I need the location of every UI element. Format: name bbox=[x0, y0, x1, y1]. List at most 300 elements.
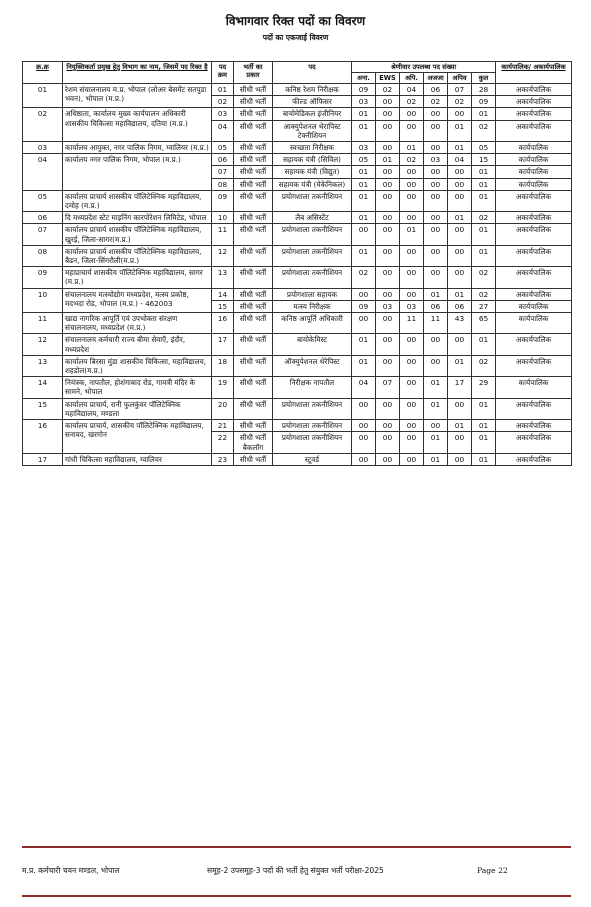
header-post: पद bbox=[273, 62, 352, 84]
row-post-number: 09 bbox=[212, 190, 234, 211]
header-recruitment-type: भर्ती का प्रकार bbox=[234, 62, 273, 84]
row-count-sc: 00 bbox=[400, 212, 424, 224]
row-count-ews: 00 bbox=[376, 267, 400, 288]
row-post-number: 15 bbox=[212, 300, 234, 312]
row-count-total: 02 bbox=[472, 120, 496, 141]
row-nature: अकार्यपालिक bbox=[496, 96, 572, 108]
row-post-name: प्रयोगशाला तकनीशियन bbox=[273, 420, 352, 432]
row-post-name: प्रयोगशाला तकनीशियन bbox=[273, 398, 352, 419]
row-count-st: 01 bbox=[424, 288, 448, 300]
row-post-name: स्वच्छता निरीक्षक bbox=[273, 142, 352, 154]
row-count-total: 01 bbox=[472, 166, 496, 178]
row-count-unreserved: 01 bbox=[352, 212, 376, 224]
row-nature: अकार्यपालिक bbox=[496, 190, 572, 211]
row-count-total: 02 bbox=[472, 355, 496, 376]
row-count-st: 01 bbox=[424, 398, 448, 419]
table-row bbox=[23, 245, 572, 266]
row-nature: अकार्यपालिक bbox=[496, 108, 572, 120]
header-cat-obc: अपिव bbox=[448, 73, 472, 84]
row-post-number: 08 bbox=[212, 178, 234, 190]
row-post-number: 02 bbox=[212, 96, 234, 108]
row-count-obc: 00 bbox=[448, 267, 472, 288]
page-subtitle: पदों का एकजाई विवरण bbox=[262, 33, 329, 42]
row-count-total: 27 bbox=[472, 300, 496, 312]
row-post-name: लैब असिस्टेंट bbox=[273, 212, 352, 224]
row-nature: अकार्यपालिक bbox=[496, 453, 572, 465]
row-count-sc: 00 bbox=[400, 432, 424, 453]
row-count-obc: 07 bbox=[448, 84, 472, 96]
row-count-st: 00 bbox=[424, 142, 448, 154]
row-count-sc: 02 bbox=[400, 154, 424, 166]
footer-exam-title: समूह-2 उपसमूह-3 पदों की भर्ती हेतु संयुक्त भर्ती परीक्षा-2025 bbox=[207, 866, 384, 875]
row-post-number: 23 bbox=[212, 453, 234, 465]
row-count-sc: 00 bbox=[400, 120, 424, 141]
row-count-total: 01 bbox=[472, 420, 496, 432]
row-count-st: 01 bbox=[424, 432, 448, 453]
row-count-sc: 00 bbox=[400, 190, 424, 211]
row-count-sc: 11 bbox=[400, 313, 424, 334]
row-count-sc: 01 bbox=[400, 224, 424, 245]
row-department: दि मध्यप्रदेश स्टेट माइनिंग कारपोरेशन लिमिटेड, भोपाल bbox=[63, 212, 212, 224]
row-recruitment-type: सीधी भर्ती bbox=[234, 334, 273, 355]
row-count-obc: 17 bbox=[448, 377, 472, 398]
table-row bbox=[23, 190, 572, 211]
row-count-sc: 00 bbox=[400, 453, 424, 465]
header-category-group: श्रेणीवार उपलब्ध पद संख्या bbox=[352, 62, 496, 73]
row-department: महाप्राचार्य शासकीय पॉलिटेक्निक महाविद्यालय, सागर (म.प्र.) bbox=[63, 267, 212, 288]
row-count-st: 00 bbox=[424, 178, 448, 190]
row-count-st: 00 bbox=[424, 108, 448, 120]
row-serial: 07 bbox=[23, 224, 63, 245]
row-count-ews: 00 bbox=[376, 108, 400, 120]
row-department: कार्यालय बिरसा मुंडा शासकीय चिकित्सा, महाविद्यालय, शहडोल(म.प्र.) bbox=[63, 355, 212, 376]
row-post-number: 16 bbox=[212, 313, 234, 334]
row-count-ews: 03 bbox=[376, 300, 400, 312]
row-count-st: 00 bbox=[424, 420, 448, 432]
row-post-name: स्टूवर्ड bbox=[273, 453, 352, 465]
row-department: नियंत्रक, नापतौल, होशंगाबाद रोड, गायत्री मंदिर के सामने, भोपाल bbox=[63, 377, 212, 398]
row-count-unreserved: 01 bbox=[352, 166, 376, 178]
row-count-obc: 00 bbox=[448, 398, 472, 419]
row-post-name: बायोकेमिस्ट bbox=[273, 334, 352, 355]
table-row bbox=[23, 453, 572, 465]
row-department: कार्यालय प्राचार्य शासकीय पॉलिटेक्निक महाविद्यालय, खुरई, जिला-सागर(म.प्र.) bbox=[63, 224, 212, 245]
row-count-total: 29 bbox=[472, 377, 496, 398]
row-count-unreserved: 01 bbox=[352, 108, 376, 120]
row-serial: 09 bbox=[23, 267, 63, 288]
row-count-st: 00 bbox=[424, 267, 448, 288]
row-count-st: 00 bbox=[424, 212, 448, 224]
row-nature: अकार्यपालिक bbox=[496, 420, 572, 432]
row-count-obc: 02 bbox=[448, 96, 472, 108]
row-count-obc: 01 bbox=[448, 212, 472, 224]
row-count-unreserved: 02 bbox=[352, 267, 376, 288]
row-count-ews: 00 bbox=[376, 432, 400, 453]
page-footer bbox=[22, 866, 571, 880]
row-count-total: 65 bbox=[472, 313, 496, 334]
row-count-unreserved: 05 bbox=[352, 154, 376, 166]
row-count-ews: 00 bbox=[376, 398, 400, 419]
row-post-name: प्रयोगशाला तकनीशियन bbox=[273, 432, 352, 453]
row-post-name: सहायक यंत्री (सिविल) bbox=[273, 154, 352, 166]
row-count-unreserved: 01 bbox=[352, 120, 376, 141]
row-count-obc: 00 bbox=[448, 453, 472, 465]
row-nature: अकार्यपालिक bbox=[496, 224, 572, 245]
row-count-ews: 02 bbox=[376, 84, 400, 96]
row-count-st: 01 bbox=[424, 377, 448, 398]
row-count-sc: 00 bbox=[400, 245, 424, 266]
row-count-unreserved: 01 bbox=[352, 334, 376, 355]
row-nature: अकार्यपालिक bbox=[496, 355, 572, 376]
row-count-total: 01 bbox=[472, 334, 496, 355]
row-count-unreserved: 00 bbox=[352, 453, 376, 465]
row-count-ews: 01 bbox=[376, 154, 400, 166]
row-count-st: 06 bbox=[424, 300, 448, 312]
table-row bbox=[23, 108, 572, 120]
row-count-unreserved: 03 bbox=[352, 142, 376, 154]
row-nature: कार्यपालिक bbox=[496, 377, 572, 398]
row-count-sc: 03 bbox=[400, 300, 424, 312]
row-post-number: 22 bbox=[212, 432, 234, 453]
header-post-no: पद क्रम bbox=[212, 62, 234, 84]
row-nature: कार्यपालिक bbox=[496, 166, 572, 178]
row-nature: कार्यपालिक bbox=[496, 178, 572, 190]
row-count-ews: 00 bbox=[376, 190, 400, 211]
row-department: कार्यालय नगर पालिक निगम, भोपाल (म.प्र.) bbox=[63, 154, 212, 191]
row-recruitment-type: सीधी भर्ती bbox=[234, 300, 273, 312]
row-post-number: 03 bbox=[212, 108, 234, 120]
row-count-total: 02 bbox=[472, 288, 496, 300]
row-post-name: निरीक्षक नापतौल bbox=[273, 377, 352, 398]
row-department: संचालनालय मत्स्योद्योग मध्यप्रदेश, मत्स्य प्रकोष्ठ, मदभदा रोड, भोपाल (म.प्र.) - 462003 bbox=[63, 288, 212, 312]
row-count-obc: 00 bbox=[448, 190, 472, 211]
row-post-name: बायोमेडिकल इंजीनियर bbox=[273, 108, 352, 120]
row-count-st: 06 bbox=[424, 84, 448, 96]
row-count-sc: 00 bbox=[400, 178, 424, 190]
row-post-number: 12 bbox=[212, 245, 234, 266]
row-nature: अकार्यपालिक bbox=[496, 432, 572, 453]
row-count-ews: 00 bbox=[376, 355, 400, 376]
row-count-sc: 00 bbox=[400, 377, 424, 398]
row-recruitment-type: सीधी भर्ती bbox=[234, 420, 273, 432]
row-post-name: मत्स्य निरीक्षक bbox=[273, 300, 352, 312]
row-post-name: कनिष्ठ रेशम निरीक्षक bbox=[273, 84, 352, 96]
footer-rule-bottom bbox=[22, 895, 571, 897]
row-count-unreserved: 00 bbox=[352, 432, 376, 453]
row-count-st: 00 bbox=[424, 120, 448, 141]
row-serial: 15 bbox=[23, 398, 63, 419]
row-count-ews: 00 bbox=[376, 288, 400, 300]
page-title: विभागवार रिक्त पदों का विवरण bbox=[225, 14, 366, 28]
row-serial: 05 bbox=[23, 190, 63, 211]
row-recruitment-type: सीधी भर्ती bbox=[234, 120, 273, 141]
table-row bbox=[23, 84, 572, 96]
row-department: रेशम संचालनालय म.प्र. भोपाल (लोअर बेसमेंट सतपुडा भवन), भोपाल (म.प्र.) bbox=[63, 84, 212, 108]
row-count-st: 01 bbox=[424, 453, 448, 465]
row-count-obc: 01 bbox=[448, 288, 472, 300]
header-dept: नियुक्तिकर्ता प्रमुख हेतु विभाग का नाम, जिसमें पद रिक्त है bbox=[63, 62, 212, 84]
row-recruitment-type: सीधी भर्ती bbox=[234, 224, 273, 245]
table-row bbox=[23, 288, 572, 300]
row-recruitment-type: सीधी भर्ती bbox=[234, 142, 273, 154]
row-count-total: 01 bbox=[472, 108, 496, 120]
row-post-name: ऑक्युपेशनल थेरेपिस्ट bbox=[273, 355, 352, 376]
row-department: गांधी चिकित्सा महाविद्यालय, ग्वालियर bbox=[63, 453, 212, 465]
row-department: कार्यालय प्राचार्य, शासकीय पॉलिटेक्निक महाविद्यालय, सनावद, खरगोन bbox=[63, 420, 212, 454]
row-serial: 06 bbox=[23, 212, 63, 224]
row-serial: 04 bbox=[23, 154, 63, 191]
table-row bbox=[23, 313, 572, 334]
row-serial: 16 bbox=[23, 420, 63, 454]
row-count-sc: 01 bbox=[400, 142, 424, 154]
row-count-unreserved: 04 bbox=[352, 377, 376, 398]
row-count-unreserved: 03 bbox=[352, 96, 376, 108]
row-recruitment-type: सीधी भर्ती बैकलॉग bbox=[234, 432, 273, 453]
row-recruitment-type: सीधी भर्ती bbox=[234, 108, 273, 120]
row-count-total: 02 bbox=[472, 267, 496, 288]
row-count-total: 05 bbox=[472, 142, 496, 154]
row-department: संचालनालय कर्मचारी राज्य बीमा सेवाएँ, इंदौर, मध्यप्रदेश bbox=[63, 334, 212, 355]
row-recruitment-type: सीधी भर्ती bbox=[234, 313, 273, 334]
row-count-total: 02 bbox=[472, 212, 496, 224]
header-sno: क्र.क्र bbox=[23, 62, 63, 84]
row-recruitment-type: सीधी भर्ती bbox=[234, 178, 273, 190]
row-count-sc: 00 bbox=[400, 355, 424, 376]
row-count-ews: 00 bbox=[376, 224, 400, 245]
row-count-unreserved: 00 bbox=[352, 224, 376, 245]
row-department: कार्यालय आयुक्त, नगर पालिक निगम, ग्वालियर (म.प्र.) bbox=[63, 142, 212, 154]
row-serial: 10 bbox=[23, 288, 63, 312]
row-nature: कार्यपालिक bbox=[496, 313, 572, 334]
row-department: कार्यालय प्राचार्य शासकीय पॉलिटेक्निक महाविद्यालय, बैढन, जिला-सिंगरौली(म.प्र.) bbox=[63, 245, 212, 266]
table-row bbox=[23, 224, 572, 245]
vacancy-table bbox=[22, 61, 572, 466]
row-count-ews: 00 bbox=[376, 178, 400, 190]
row-recruitment-type: सीधी भर्ती bbox=[234, 267, 273, 288]
row-count-unreserved: 00 bbox=[352, 398, 376, 419]
row-department: खाद्य नागरिक आपूर्ति एवं उपभोक्ता संरक्षण संचालनालय, मध्यप्रदेश (म.प्र.) bbox=[63, 313, 212, 334]
row-recruitment-type: सीधी भर्ती bbox=[234, 212, 273, 224]
row-post-name: आक्युपेशनल थेरापिस्ट टेक्नीशियन bbox=[273, 120, 352, 141]
row-post-name: प्रयोगशाला तकनीशियन bbox=[273, 267, 352, 288]
row-count-total: 28 bbox=[472, 84, 496, 96]
table-row bbox=[23, 334, 572, 355]
footer-page-number: Page 22 bbox=[477, 866, 508, 875]
row-post-number: 04 bbox=[212, 120, 234, 141]
row-count-unreserved: 01 bbox=[352, 245, 376, 266]
row-count-obc: 04 bbox=[448, 154, 472, 166]
row-count-sc: 00 bbox=[400, 420, 424, 432]
footer-rule-top bbox=[22, 846, 571, 848]
row-post-number: 07 bbox=[212, 166, 234, 178]
row-serial: 01 bbox=[23, 84, 63, 108]
row-post-name: सहायक यंत्री (मेकेनिकल) bbox=[273, 178, 352, 190]
row-post-name: प्रयोगशाला तकनीशियन bbox=[273, 224, 352, 245]
footer-org: म.प्र. कर्मचारी चयन मण्डल, भोपाल bbox=[22, 866, 120, 875]
row-recruitment-type: सीधी भर्ती bbox=[234, 355, 273, 376]
row-serial: 14 bbox=[23, 377, 63, 398]
row-count-total: 01 bbox=[472, 224, 496, 245]
row-nature: अकार्यपालिक bbox=[496, 84, 572, 96]
row-count-st: 00 bbox=[424, 224, 448, 245]
table-row bbox=[23, 142, 572, 154]
row-count-obc: 00 bbox=[448, 334, 472, 355]
row-count-ews: 00 bbox=[376, 453, 400, 465]
row-count-ews: 00 bbox=[376, 96, 400, 108]
row-count-sc: 02 bbox=[400, 96, 424, 108]
row-recruitment-type: सीधी भर्ती bbox=[234, 288, 273, 300]
row-nature: कार्यपालिक bbox=[496, 142, 572, 154]
row-count-ews: 00 bbox=[376, 120, 400, 141]
row-count-total: 01 bbox=[472, 432, 496, 453]
row-count-st: 00 bbox=[424, 334, 448, 355]
row-count-ews: 00 bbox=[376, 334, 400, 355]
table-row bbox=[23, 154, 572, 166]
row-nature: कार्यपालिक bbox=[496, 154, 572, 166]
row-recruitment-type: सीधी भर्ती bbox=[234, 190, 273, 211]
row-serial: 12 bbox=[23, 334, 63, 355]
row-count-unreserved: 00 bbox=[352, 420, 376, 432]
row-nature: अकार्यपालिक bbox=[496, 288, 572, 300]
header-cat-ews: EWS bbox=[376, 73, 400, 84]
row-post-number: 10 bbox=[212, 212, 234, 224]
row-count-obc: 00 bbox=[448, 178, 472, 190]
row-count-unreserved: 09 bbox=[352, 300, 376, 312]
row-recruitment-type: सीधी भर्ती bbox=[234, 96, 273, 108]
row-nature: अकार्यपालिक bbox=[496, 334, 572, 355]
row-post-number: 13 bbox=[212, 267, 234, 288]
row-count-obc: 00 bbox=[448, 224, 472, 245]
row-count-ews: 07 bbox=[376, 377, 400, 398]
header-cat-total: कुल bbox=[472, 73, 496, 84]
row-count-total: 01 bbox=[472, 178, 496, 190]
row-post-name: प्रयोगशाला तकनीशियन bbox=[273, 190, 352, 211]
row-count-unreserved: 01 bbox=[352, 355, 376, 376]
row-post-number: 05 bbox=[212, 142, 234, 154]
table-row bbox=[23, 212, 572, 224]
row-post-number: 21 bbox=[212, 420, 234, 432]
row-recruitment-type: सीधी भर्ती bbox=[234, 377, 273, 398]
row-count-sc: 00 bbox=[400, 108, 424, 120]
row-post-number: 17 bbox=[212, 334, 234, 355]
row-nature: अकार्यपालिक bbox=[496, 120, 572, 141]
row-department: कार्यालय प्राचार्य शासकीय पॉलिटेक्निक महाविद्यालय, दमोह (म.प्र.) bbox=[63, 190, 212, 211]
row-count-obc: 00 bbox=[448, 108, 472, 120]
row-count-unreserved: 00 bbox=[352, 313, 376, 334]
row-count-obc: 00 bbox=[448, 432, 472, 453]
row-count-st: 02 bbox=[424, 96, 448, 108]
row-serial: 08 bbox=[23, 245, 63, 266]
row-count-sc: 00 bbox=[400, 288, 424, 300]
row-count-obc: 00 bbox=[448, 245, 472, 266]
row-post-number: 19 bbox=[212, 377, 234, 398]
row-count-unreserved: 01 bbox=[352, 178, 376, 190]
row-count-obc: 43 bbox=[448, 313, 472, 334]
row-count-obc: 01 bbox=[448, 420, 472, 432]
row-post-number: 14 bbox=[212, 288, 234, 300]
row-post-number: 11 bbox=[212, 224, 234, 245]
row-count-sc: 00 bbox=[400, 334, 424, 355]
row-post-number: 18 bbox=[212, 355, 234, 376]
row-recruitment-type: सीधी भर्ती bbox=[234, 84, 273, 96]
row-count-sc: 00 bbox=[400, 166, 424, 178]
row-department: अधिष्ठाता, कार्यालय मुख्य कार्यपालन अधिकारी शासकीय चिकित्सा महाविद्यालय, दतिया (म.प्र.) bbox=[63, 108, 212, 142]
row-count-sc: 00 bbox=[400, 267, 424, 288]
header-cat-unreserved: अना. bbox=[352, 73, 376, 84]
table-row bbox=[23, 377, 572, 398]
row-count-ews: 00 bbox=[376, 212, 400, 224]
row-post-name: प्रयोगशाला सहायक bbox=[273, 288, 352, 300]
row-count-ews: 00 bbox=[376, 420, 400, 432]
row-nature: अकार्यपालिक bbox=[496, 398, 572, 419]
row-count-st: 11 bbox=[424, 313, 448, 334]
row-serial: 03 bbox=[23, 142, 63, 154]
row-count-obc: 01 bbox=[448, 355, 472, 376]
row-count-total: 01 bbox=[472, 245, 496, 266]
row-recruitment-type: सीधी भर्ती bbox=[234, 398, 273, 419]
row-post-number: 01 bbox=[212, 84, 234, 96]
row-count-st: 00 bbox=[424, 166, 448, 178]
row-count-ews: 00 bbox=[376, 245, 400, 266]
row-nature: अकार्यपालिक bbox=[496, 245, 572, 266]
row-post-number: 06 bbox=[212, 154, 234, 166]
header-cat-st: अजजा bbox=[424, 73, 448, 84]
row-count-obc: 06 bbox=[448, 300, 472, 312]
row-count-st: 00 bbox=[424, 190, 448, 211]
row-nature: अकार्यपालिक bbox=[496, 267, 572, 288]
row-count-unreserved: 01 bbox=[352, 190, 376, 211]
table-row bbox=[23, 420, 572, 432]
row-count-total: 01 bbox=[472, 398, 496, 419]
row-nature: अकार्यपालिक bbox=[496, 212, 572, 224]
row-post-name: कनिष्ठ आपूर्ति अधिकारी bbox=[273, 313, 352, 334]
row-serial: 11 bbox=[23, 313, 63, 334]
row-count-st: 00 bbox=[424, 245, 448, 266]
row-count-total: 09 bbox=[472, 96, 496, 108]
row-count-obc: 00 bbox=[448, 166, 472, 178]
row-count-total: 01 bbox=[472, 453, 496, 465]
row-count-st: 00 bbox=[424, 355, 448, 376]
row-serial: 02 bbox=[23, 108, 63, 142]
row-count-unreserved: 00 bbox=[352, 288, 376, 300]
header-nature: कार्यपालिक/ अकार्यपालिक bbox=[496, 62, 572, 84]
row-post-name: प्रयोगशाला तकनीशियन bbox=[273, 245, 352, 266]
table-row bbox=[23, 398, 572, 419]
row-recruitment-type: सीधी भर्ती bbox=[234, 453, 273, 465]
row-count-total: 01 bbox=[472, 190, 496, 211]
row-count-st: 03 bbox=[424, 154, 448, 166]
row-count-obc: 01 bbox=[448, 142, 472, 154]
row-recruitment-type: सीधी भर्ती bbox=[234, 154, 273, 166]
table-row bbox=[23, 267, 572, 288]
row-count-obc: 01 bbox=[448, 120, 472, 141]
row-count-ews: 00 bbox=[376, 166, 400, 178]
row-recruitment-type: सीधी भर्ती bbox=[234, 245, 273, 266]
row-count-unreserved: 09 bbox=[352, 84, 376, 96]
row-count-ews: 00 bbox=[376, 313, 400, 334]
row-serial: 13 bbox=[23, 355, 63, 376]
row-count-sc: 00 bbox=[400, 398, 424, 419]
table-row bbox=[23, 355, 572, 376]
row-count-total: 15 bbox=[472, 154, 496, 166]
row-post-number: 20 bbox=[212, 398, 234, 419]
row-count-ews: 00 bbox=[376, 142, 400, 154]
row-recruitment-type: सीधी भर्ती bbox=[234, 166, 273, 178]
row-post-name: फील्ड ऑफिसर bbox=[273, 96, 352, 108]
row-serial: 17 bbox=[23, 453, 63, 465]
header-cat-sc: अपि. bbox=[400, 73, 424, 84]
row-post-name: सहायक यंत्री (विद्युत) bbox=[273, 166, 352, 178]
